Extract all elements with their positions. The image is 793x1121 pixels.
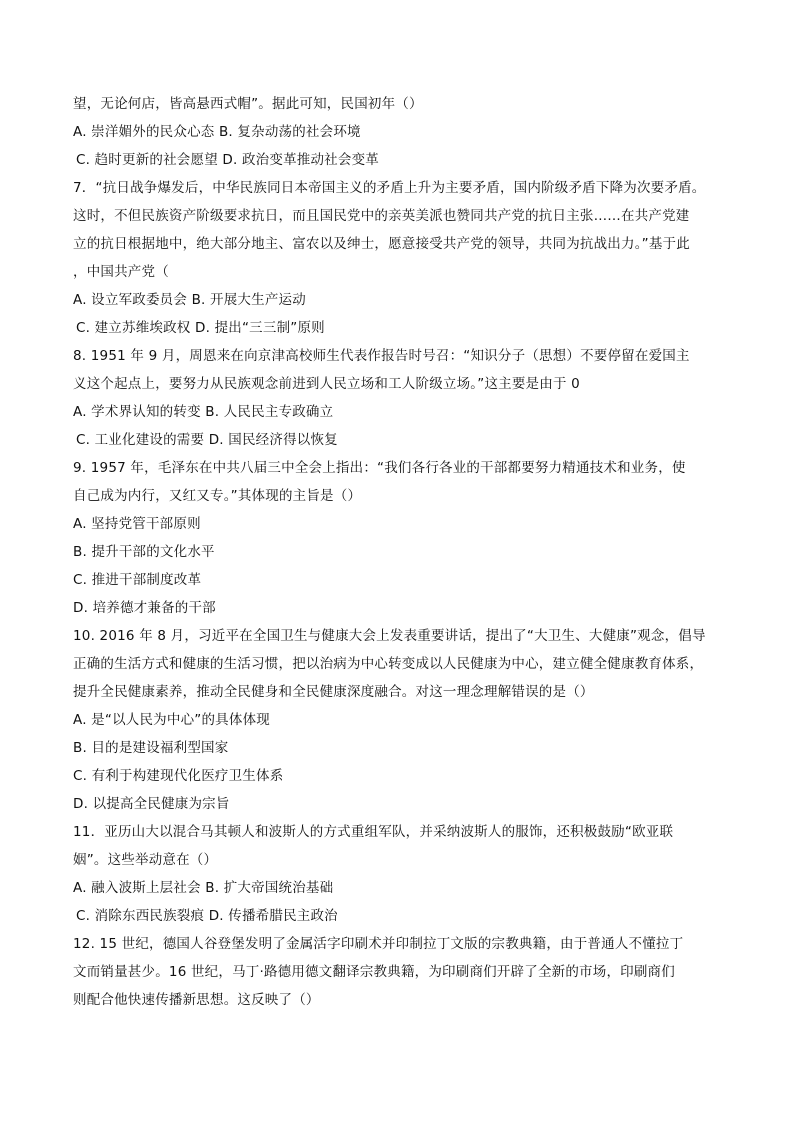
question-stem-line: 9. 1957 年，毛泽东在中共八届三中全会上指出：“我们各行各业的干部都要努力精通技术和业务，使 bbox=[73, 460, 686, 476]
question-stem-line: 则配合他快速传播新思想。这反映了（） bbox=[73, 992, 320, 1008]
question-stem-line: 10. 2016 年 8 月，习近平在全国卫生与健康大会上发表重要讲话，提出了“大卫生、大健康”观念，倡导 bbox=[73, 628, 706, 644]
question-stem-line: 12. 15 世纪，德国人谷登堡发明了金属活字印刷术并印制拉丁文版的宗教典籍，由于普通人不懂拉丁 bbox=[73, 936, 684, 952]
question-stem-line: 自己成为内行，又红又专。”其体现的主旨是（） bbox=[73, 488, 362, 504]
option-line: B. 提升干部的文化水平 bbox=[73, 544, 215, 560]
question-stem-line: 姻”。这些举动意在（） bbox=[73, 852, 218, 868]
option-line: A. 设立军政委员会 B. 开展大生产运动 bbox=[73, 292, 306, 308]
question-stem-line: 提升全民健康素养，推动全民健身和全民健康深度融合。对这一理念理解错误的是（） bbox=[73, 684, 594, 700]
question-stem-line: 义这个起点上，要努力从民族观念前进到人民立场和工人阶级立场。”这主要是由于 0 bbox=[73, 376, 580, 392]
option-line: C. 趋时更新的社会愿望 D. 政治变革推动社会变革 bbox=[76, 152, 379, 168]
option-line: A. 崇洋媚外的民众心态 B. 复杂动荡的社会环境 bbox=[73, 124, 361, 140]
option-line: A. 坚持党管干部原则 bbox=[73, 516, 201, 532]
option-line: A. 融入波斯上层社会 B. 扩大帝国统治基础 bbox=[73, 880, 334, 896]
option-line: C. 工业化建设的需要 D. 国民经济得以恢复 bbox=[76, 432, 338, 448]
question-12 bbox=[73, 930, 723, 1014]
question-8 bbox=[73, 342, 723, 454]
question-stem-line: 11．亚历山大以混合马其顿人和波斯人的方式重组军队，并采纳波斯人的服饰，还积极鼓励“欧亚联 bbox=[73, 824, 674, 840]
option-line: C. 推进干部制度改革 bbox=[73, 572, 202, 588]
question-10 bbox=[73, 622, 723, 818]
question-stem-line: 这时，不但民族资产阶级要求抗日，而且国民党中的亲英美派也赞同共产党的抗日主张……在共产党建 bbox=[73, 208, 690, 224]
option-line: C. 消除东西民族裂痕 D. 传播希腊民主政治 bbox=[76, 908, 338, 924]
option-line: B. 目的是建设福利型国家 bbox=[73, 740, 229, 756]
question-11 bbox=[73, 818, 723, 930]
option-line: C. 建立苏维埃政权 D. 提出“三三制”原则 bbox=[76, 320, 325, 336]
question-stem-line: 8. 1951 年 9 月，周恩来在向京津高校师生代表作报告时号召：“知识分子（思想）不要停留在爱国主 bbox=[73, 348, 690, 364]
question-stem-line: 7．“抗日战争爆发后，中华民族同日本帝国主义的矛盾上升为主要矛盾，国内阶级矛盾下降为次要矛盾。 bbox=[73, 180, 706, 196]
question-9 bbox=[73, 454, 723, 622]
option-line: D. 以提高全民健康为宗旨 bbox=[73, 796, 230, 812]
question-stem-line: 立的抗日根据地中，绝大部分地主、富农以及绅士，愿意接受共产党的领导，共同为抗战出力。”基于此 bbox=[73, 236, 690, 252]
question-stem-line: ，中国共产党（ bbox=[73, 264, 169, 280]
question-stem-line: 望，无论何店，皆高悬西式帽”。据此可知，民国初年（） bbox=[73, 96, 423, 112]
option-line: A. 是“以人民为中心”的具体体现 bbox=[73, 712, 270, 728]
question-7 bbox=[73, 174, 723, 342]
exam-page bbox=[73, 90, 723, 1014]
question-stem-line: 正确的生活方式和健康的生活习惯，把以治病为中心转变成以人民健康为中心，建立健全健康教育体系， bbox=[73, 656, 704, 672]
question-6 bbox=[73, 90, 723, 174]
option-line: A. 学术界认知的转变 B. 人民民主专政确立 bbox=[73, 404, 334, 420]
question-stem-line: 文而销量甚少。16 世纪，马丁·路德用德文翻译宗教典籍，为印刷商们开辟了全新的市场，印刷商们 bbox=[73, 964, 675, 980]
option-line: C. 有利于构建现代化医疗卫生体系 bbox=[73, 768, 284, 784]
option-line: D. 培养德才兼备的干部 bbox=[73, 600, 216, 616]
